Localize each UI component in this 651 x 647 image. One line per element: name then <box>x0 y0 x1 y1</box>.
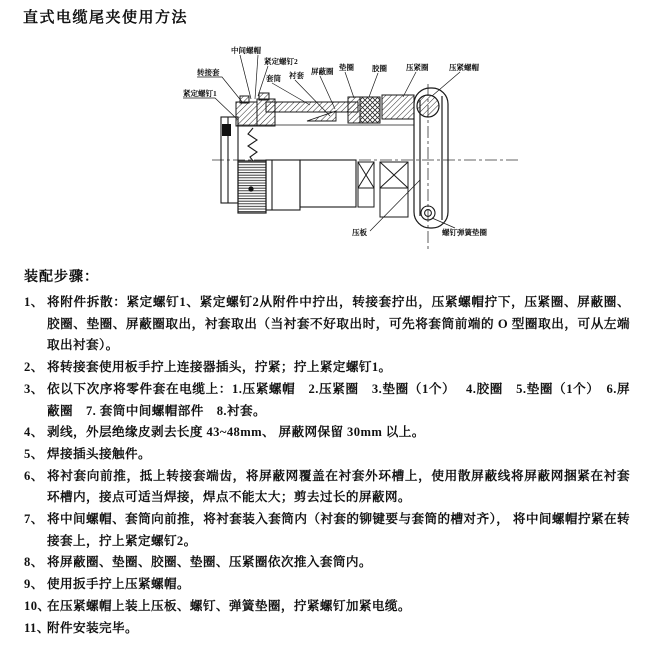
step-number: 5、 <box>24 446 44 461</box>
label-middle-nut: 中间螺帽 <box>231 46 261 55</box>
step-text: 将屏蔽圈、垫圈、胶圈、垫圈、压紧圈依次推入套筒内。 <box>47 555 372 570</box>
step-text: 使用扳手拧上压紧螺帽。 <box>47 577 190 592</box>
step-text: 依以下次序将零件套在电缆上：1.压紧螺帽 2.压紧圈 3.垫圈（1个） 4.胶圈 5.垫圈（1个） 6.屏蔽圈 7. 套筒中间螺帽部件 8.衬套。 <box>47 381 630 418</box>
step-item-10 <box>24 596 630 618</box>
step-number: 11、 <box>24 620 50 635</box>
step-text: 将附件拆散：紧定螺钉1、紧定螺钉2从附件中拧出，转接套拧出，压紧螺帽拧下，压紧圈、屏蔽圈、胶圈、垫圈、屏蔽圈取出，衬套取出（当衬套不好取出时，可先将套筒前端的 O 型圈取出，可从左端取出衬套）。 <box>47 295 630 353</box>
step-text: 将中间螺帽、套筒向前推，将衬套装入套筒内（衬套的铆键要与套筒的槽对齐）， 将中间螺帽拧紧在转接套上，拧上紧定螺钉2。 <box>47 512 630 548</box>
step-number: 3、 <box>24 381 44 396</box>
label-shield-ring: 屏蔽圈 <box>311 67 334 76</box>
step-number: 2、 <box>24 360 44 375</box>
cable-clamp-cross-section <box>0 38 651 263</box>
label-rubber-ring: 胶圈 <box>372 64 387 73</box>
step-number: 6、 <box>24 468 44 483</box>
washer-stack-section <box>348 97 360 123</box>
seal-ring <box>222 124 231 136</box>
steps-heading: 装配步骤： <box>24 270 99 285</box>
label-compression-ring: 压紧圈 <box>406 63 429 72</box>
step-number: 10、 <box>24 598 51 613</box>
step-number: 9、 <box>24 577 44 592</box>
label-barrel: 套筒 <box>266 74 281 83</box>
step-item-5 <box>24 444 630 466</box>
label-compression-nut: 压紧螺帽 <box>449 63 479 72</box>
step-item-1 <box>24 292 630 357</box>
label-set-screw-1: 紧定螺钉1 <box>183 89 217 98</box>
barrel-exterior <box>266 160 356 210</box>
step-item-11 <box>24 618 630 640</box>
step-item-7 <box>24 509 630 552</box>
step-text: 将衬套向前推，抵上转接套端齿，将屏蔽网覆盖在衬套外环槽上，使用散屏蔽线将屏蔽网捆紧在衬套环槽内，接点可适当焊接，焊点不能太大；剪去过长的屏蔽网。 <box>47 468 630 505</box>
step-text: 将转接套使用板手拧上连接器插头，拧紧；拧上紧定螺钉1。 <box>47 360 392 375</box>
steps-list <box>24 292 630 639</box>
label-pressure-plate: 压板 <box>352 228 367 237</box>
knurled-coupling-ring <box>238 161 266 213</box>
leader-lines <box>183 55 460 231</box>
ring-stack-lower-section <box>358 162 408 217</box>
step-text: 附件安装完毕。 <box>47 620 138 635</box>
step-item-3 <box>24 379 630 422</box>
label-set-screw-2: 紧定螺钉2 <box>264 57 298 66</box>
step-item-8 <box>24 552 630 574</box>
rubber-ring-section <box>360 97 380 123</box>
assembly-steps-section <box>24 266 630 639</box>
step-text: 剥线，外层绝缘皮剥去长度 43~48mm、 屏蔽网保留 30mm 以上。 <box>47 425 425 440</box>
label-adapter-sleeve: 转接套 <box>197 68 220 77</box>
step-number: 8、 <box>24 555 44 570</box>
top-screw-head <box>417 95 439 117</box>
label-bushing: 衬套 <box>289 71 304 80</box>
step-item-2 <box>24 357 630 379</box>
assembly-diagram <box>0 38 651 263</box>
label-washer: 垫圈 <box>339 63 354 72</box>
page-title: 直式电缆尾夹使用方法 <box>23 10 189 26</box>
step-item-9 <box>24 574 630 596</box>
step-text: 焊接插头接触件。 <box>47 446 151 461</box>
step-item-6 <box>24 466 630 509</box>
step-number: 7、 <box>24 512 44 527</box>
label-screw-spring-washer: 螺钉弹簧垫圈 <box>442 228 487 237</box>
spring-contact-zigzag <box>248 128 257 161</box>
step-number: 1、 <box>24 295 44 309</box>
step-text: 在压紧螺帽上装上压板、螺钉、弹簧垫圈，拧紧螺钉加紧电缆。 <box>47 598 411 613</box>
compression-nut-section <box>382 95 414 119</box>
step-item-4 <box>24 422 630 444</box>
step-number: 4、 <box>24 425 44 440</box>
